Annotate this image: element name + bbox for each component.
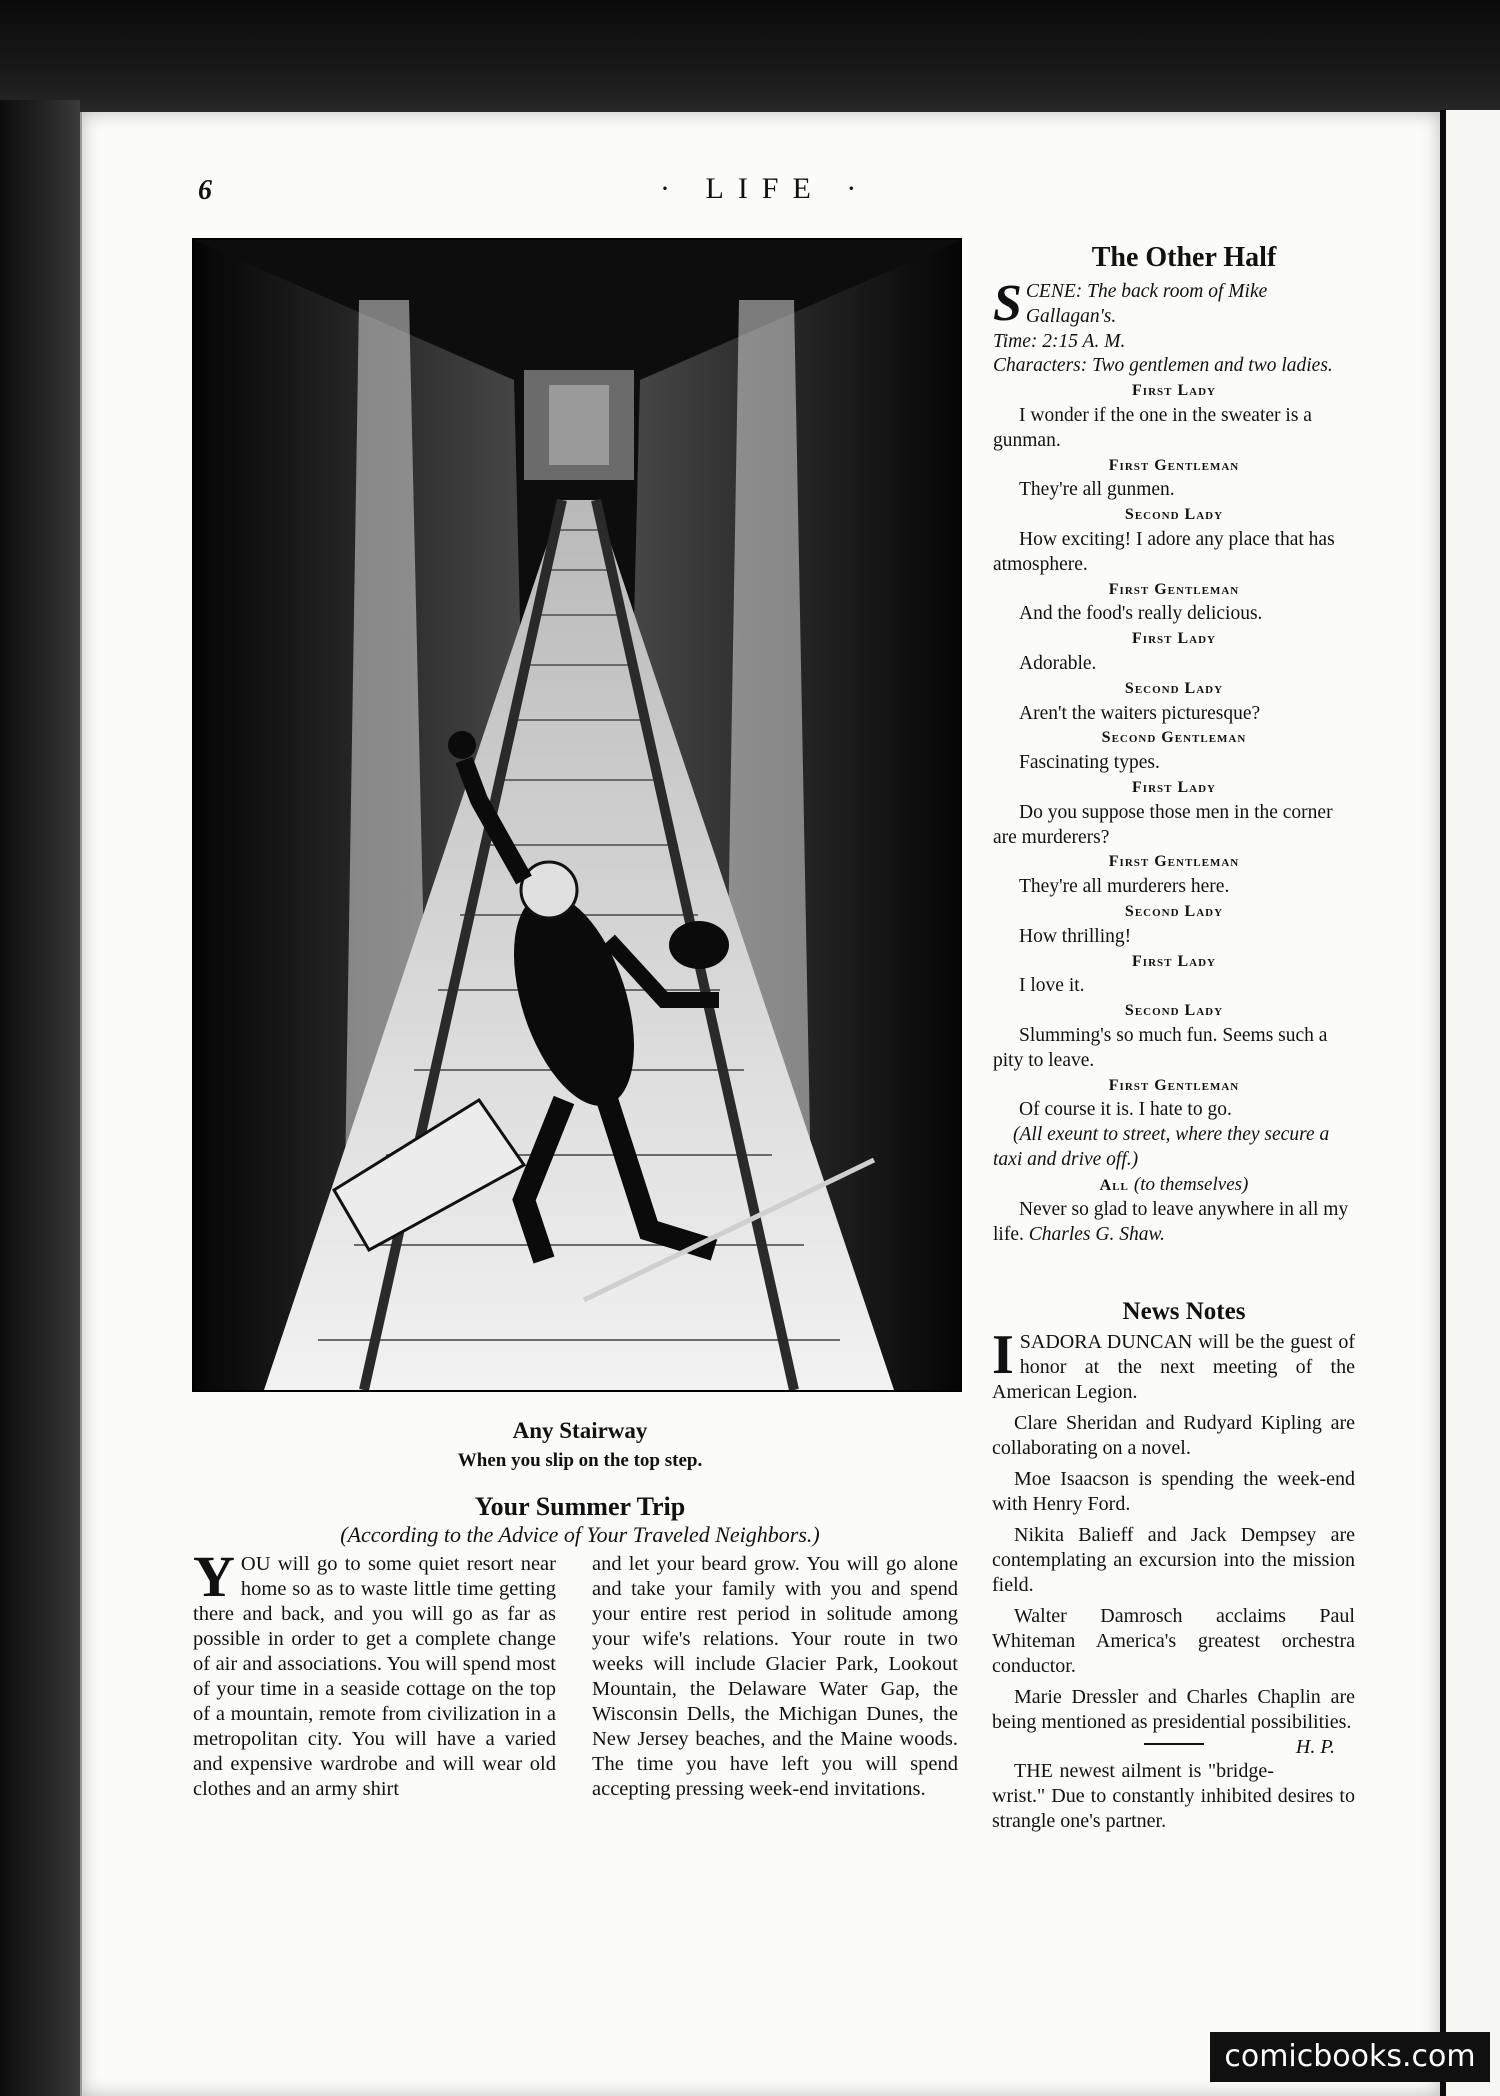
speaker-label: First Gentleman (1108, 456, 1240, 474)
other-half-scene: CENE: The back room of Mike Gallagan's. (1025, 281, 1268, 327)
watermark: comicbooks.com (1210, 2032, 1490, 2082)
news-item: SADORA DUNCAN will be the guest of honor at the next meeting of the American Legion. (992, 1331, 1355, 1403)
other-half-play (993, 275, 1355, 1248)
dialogue-line: I love it. (1019, 975, 1085, 997)
speaker-label: First Lady (1132, 630, 1216, 648)
speaker-label: Second Lady (1124, 902, 1224, 920)
dialogue-line: How thrilling! (1019, 925, 1132, 947)
dialogue-line: And the food's really delicious. (1019, 603, 1263, 625)
dialogue-line: Adorable. (1019, 652, 1097, 674)
dialogue-line: Of course it is. I hate to go. (1019, 1099, 1232, 1121)
news-notes-signature: H. P. (1295, 1736, 1335, 1758)
news-item: Moe Isaacson is spending the week-end with Henry Ford. (992, 1468, 1355, 1515)
speaker-label: Second Lady (1124, 679, 1224, 697)
speaker-label: First Gentleman (1108, 1076, 1240, 1094)
other-half-characters: Characters: Two gentlemen and two ladies. (993, 355, 1333, 377)
summer-trip-text-2: and let your beard grow. You will go alone and take your family with you and spend your entire rest period in solitude among your wife's relations. Your route in two weeks will include Glacier Park, Lookout Mountain, the Delaware Water Gap, the Wisconsin Dells, the Michigan Dunes, the New Jersey beaches, and the Maine woods. The time you have left you will spend accepting pressing week-end invitations. (592, 1553, 958, 1800)
dialogue-line: Fascinating types. (1019, 752, 1160, 774)
dialogue-line: I wonder if the one in the sweater is a gunman. (993, 404, 1312, 451)
dialogue-line: Slumming's so much fun. Seems such a pity to leave. (993, 1024, 1328, 1071)
news-item: Nikita Balieff and Jack Dempsey are contemplating an excursion into the mission field. (992, 1524, 1355, 1596)
facing-page-edge (1440, 110, 1500, 2096)
scan-border-left (0, 100, 80, 2096)
dialogue-line: Never so glad to leave anywhere in all my life. (993, 1199, 1349, 1246)
author-signature: Charles G. Shaw. (1028, 1224, 1165, 1246)
speaker-label: First Lady (1132, 382, 1216, 400)
other-half-dropcap: S (993, 275, 1022, 332)
speaker-label: Second Lady (1124, 1002, 1224, 1020)
dialogue-line: Aren't the waiters picturesque? (1019, 702, 1261, 724)
news-item: Marie Dressler and Charles Chaplin are being mentioned as presidential possibilities. (992, 1686, 1355, 1733)
stage-direction: (to themselves) (1133, 1173, 1249, 1195)
speaker-label: Second Gentleman (1101, 729, 1247, 747)
speaker-label: All (1099, 1176, 1129, 1194)
dialogue-line: They're all gunmen. (1019, 479, 1175, 501)
speaker-label: First Gentleman (1108, 580, 1240, 598)
page-number: 6 (198, 175, 212, 206)
news-item: Clare Sheridan and Rudyard Kipling are collaborating on a novel. (992, 1412, 1355, 1459)
other-half-time: Time: 2:15 A. M. (993, 330, 1126, 352)
news-notes-title: News Notes (1122, 1298, 1246, 1325)
running-head: · LIFE · (660, 172, 871, 205)
speaker-label: Second Lady (1124, 506, 1224, 524)
summer-trip-title: Your Summer Trip (474, 1492, 686, 1521)
summer-trip-dropcap: Y (193, 1544, 235, 1609)
summer-trip-column-2 (592, 1552, 958, 1802)
scan-border-top (0, 0, 1500, 118)
other-half-title: The Other Half (1091, 242, 1277, 273)
speaker-label: First Gentleman (1108, 853, 1240, 871)
stage-direction: (All exeunt to street, where they secure a taxi and drive off.) (993, 1124, 1330, 1170)
dialogue-line: Do you suppose those men in the corner are murderers? (993, 801, 1333, 848)
stairway-drawing (194, 240, 960, 1390)
summer-trip-subtitle: (According to the Advice of Your Traveled Neighbors.) (340, 1522, 820, 1547)
section-divider (1144, 1743, 1204, 1745)
dialogue-line: How exciting! I adore any place that has atmosphere. (993, 528, 1335, 575)
stairway-illustration (192, 238, 962, 1392)
summer-trip-text-1: OU will go to some quiet resort near home so as to waste little time getting there and back, and you will go as far as possible in order to get a complete change of air and associations. You will spend most of your time in a seaside cottage on the top of a mountain, remote from civilization in a metropolitan city. You will have a varied and expensive wardrobe and will wear old clothes and an army shirt (193, 1553, 556, 1800)
news-notes-dropcap: I (992, 1324, 1014, 1386)
news-notes-body (992, 1324, 1355, 1840)
illustration-caption-title: Any Stairway (512, 1418, 648, 1443)
illustration-caption-subtitle: When you slip on the top step. (457, 1450, 703, 1471)
dialogue-line: They're all murderers here. (1019, 876, 1230, 898)
speaker-label: First Lady (1132, 952, 1216, 970)
summer-trip-column-1 (193, 1544, 556, 1802)
news-item-ailment: THE newest ailment is "bridge-wrist." Due to constantly inhibited desires to strangle one's partner. (992, 1760, 1355, 1832)
speaker-label: First Lady (1132, 778, 1216, 796)
news-item: Walter Damrosch acclaims Paul Whiteman America's greatest orchestra conductor. (992, 1605, 1355, 1677)
